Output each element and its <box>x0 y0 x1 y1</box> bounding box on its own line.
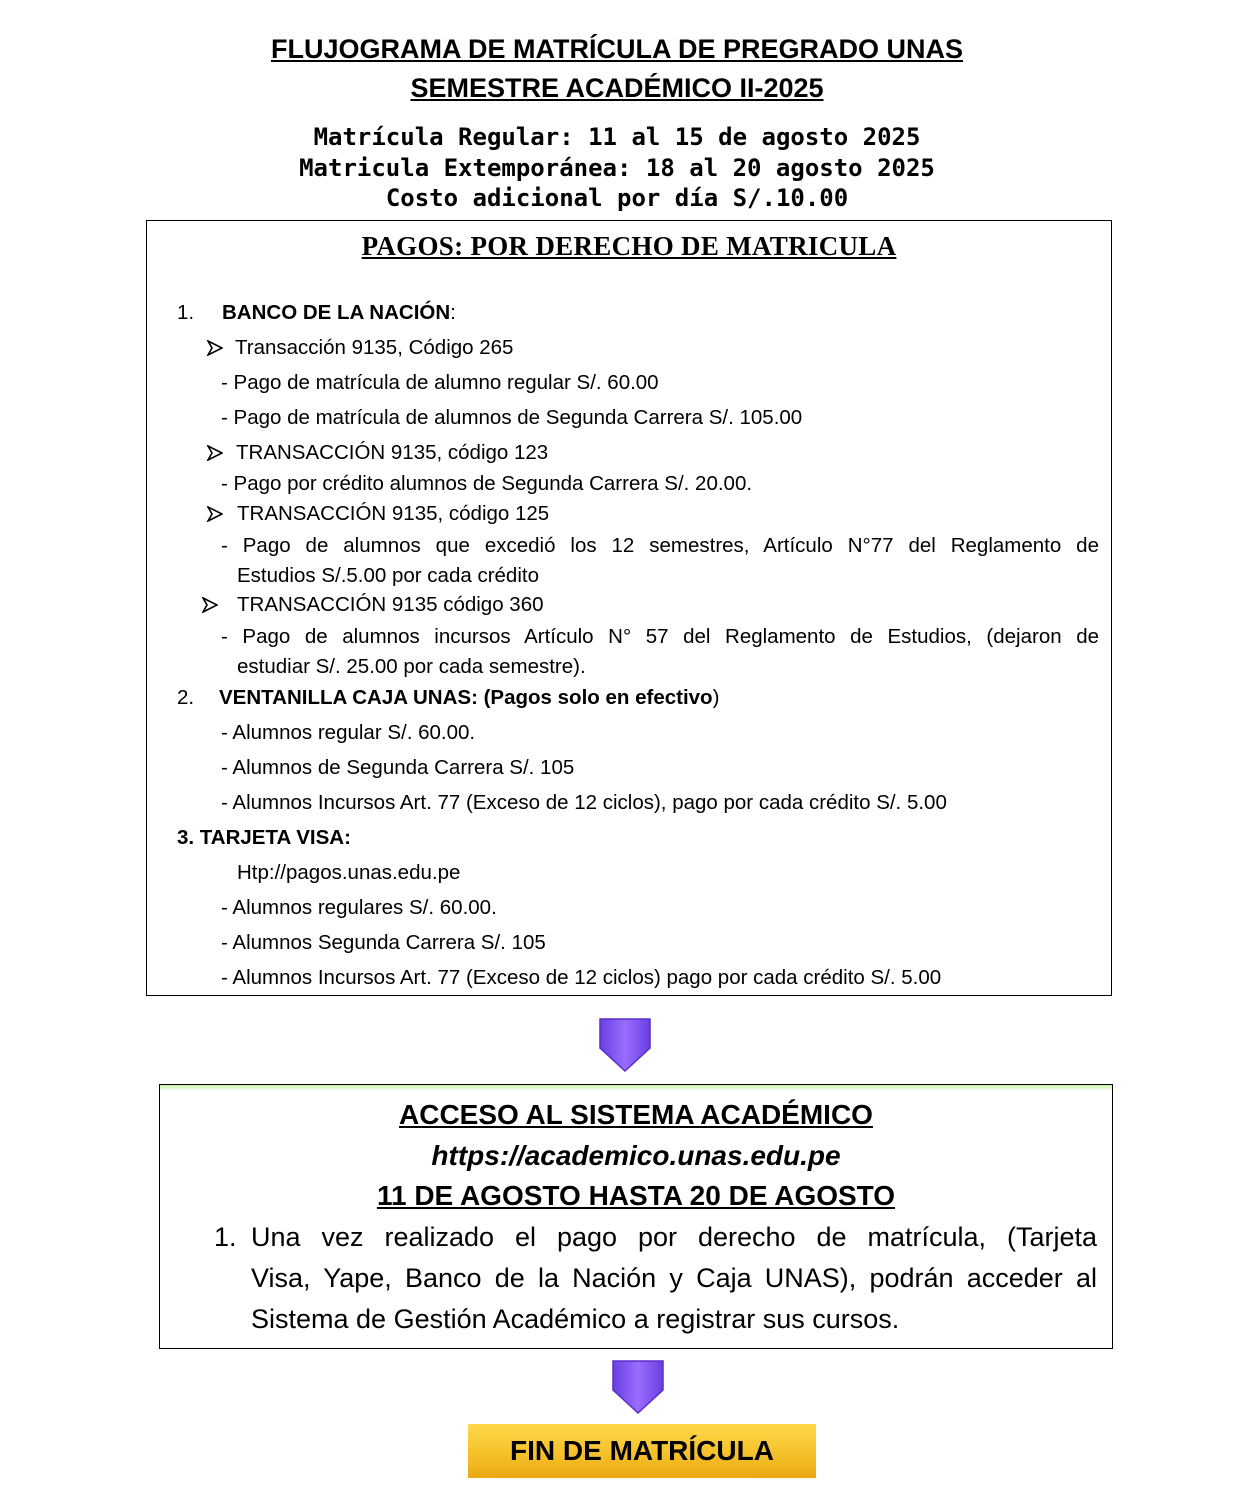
box-glow <box>160 1085 1112 1091</box>
ventanilla-incursos: - Alumnos Incursos Art. 77 (Exceso de 12 ciclos), pago por cada crédito S/. 5.00 <box>221 791 947 814</box>
transaction-125-exceso-line2: Estudios S/.5.00 por cada crédito <box>237 564 539 587</box>
step-line-1: Una vez realizado el pago por derecho de matrícula, (Tarjeta <box>251 1222 1097 1252</box>
end-of-enrollment-label: FIN DE MATRÍCULA <box>510 1435 774 1466</box>
transaction-125-exceso-line1: - Pago de alumnos que excedió los 12 semestres, Artículo N°77 del Reglamento de <box>221 534 1099 557</box>
title-line-1: FLUJOGRAMA DE MATRÍCULA DE PREGRADO UNAS <box>271 34 963 64</box>
transaction-265: Transacción 9135, Código 265 <box>235 336 514 359</box>
arrowhead-bullet-icon <box>207 340 223 356</box>
arrowhead-bullet-icon <box>207 506 223 522</box>
transaction-123-credito: - Pago por crédito alumnos de Segunda Carrera S/. 20.00. <box>221 472 753 495</box>
flow-down-arrow-icon <box>599 1018 651 1072</box>
visa-segunda: - Alumnos Segunda Carrera S/. 105 <box>221 931 546 954</box>
ventanilla-heading <box>219 683 719 713</box>
access-title: ACCESO AL SISTEMA ACADÉMICO <box>399 1099 873 1130</box>
visa-heading: 3. TARJETA VISA: <box>177 826 351 849</box>
transaction-125: TRANSACCIÓN 9135, código 125 <box>237 502 550 525</box>
transaction-360: TRANSACCIÓN 9135 código 360 <box>237 593 544 616</box>
arrowhead-bullet-icon <box>207 445 223 461</box>
visa-url: Htp://pagos.unas.edu.pe <box>237 861 461 884</box>
access-dates: 11 DE AGOSTO HASTA 20 DE AGOSTO <box>376 1180 896 1211</box>
flow-down-arrow-icon <box>612 1360 664 1414</box>
ventanilla-regular: - Alumnos regular S/. 60.00. <box>221 721 476 744</box>
extemporanea-dates: Matricula Extemporánea: 18 al 20 agosto 2025 <box>299 154 935 182</box>
ventanilla-number: 2. <box>177 686 195 709</box>
access-box <box>159 1084 1113 1349</box>
banco-colon: : <box>450 301 456 324</box>
step-line-3: Sistema de Gestión Académico a registrar sus cursos. <box>251 1304 900 1334</box>
ventanilla-segunda: - Alumnos de Segunda Carrera S/. 105 <box>221 756 575 779</box>
transaction-265-regular: - Pago de matrícula de alumno regular S/. 60.00 <box>221 371 659 394</box>
regular-dates: Matrícula Regular: 11 al 15 de agosto 2025 <box>313 123 921 151</box>
transaction-360-incursos-line1: - Pago de alumnos incursos Artículo N° 57 del Reglamento de Estudios, (dejaron de <box>221 625 1099 648</box>
access-url: https://academico.unas.edu.pe <box>431 1140 841 1171</box>
additional-cost: Costo adicional por día S/.10.00 <box>385 184 849 212</box>
arrowhead-bullet-icon <box>202 597 218 613</box>
banco-heading <box>222 298 456 328</box>
transaction-123: TRANSACCIÓN 9135, código 123 <box>236 441 549 464</box>
transaction-265-segunda: - Pago de matrícula de alumnos de Segunda Carrera S/. 105.00 <box>221 406 803 429</box>
visa-regular: - Alumnos regulares S/. 60.00. <box>221 896 497 919</box>
transaction-360-incursos-line2: estudiar S/. 25.00 por cada semestre). <box>237 655 586 678</box>
payments-box <box>146 220 1112 996</box>
payments-title: PAGOS: POR DERECHO DE MATRICULA <box>361 231 897 261</box>
banco-label: BANCO DE LA NACIÓN <box>222 301 451 324</box>
step-line-2: Visa, Yape, Banco de la Nación y Caja UNAS), podrán acceder al <box>251 1263 1097 1293</box>
visa-incursos: - Alumnos Incursos Art. 77 (Exceso de 12 ciclos) pago por cada crédito S/. 5.00 <box>221 966 942 989</box>
ventanilla-label: VENTANILLA CAJA UNAS: (Pagos solo en efectivo <box>219 686 713 709</box>
banco-number: 1. <box>177 301 195 324</box>
step-number: 1. <box>214 1222 237 1252</box>
end-of-enrollment-box <box>468 1424 816 1478</box>
title-line-2: SEMESTRE ACADÉMICO II-2025 <box>410 73 824 103</box>
ventanilla-close: ) <box>712 686 720 709</box>
